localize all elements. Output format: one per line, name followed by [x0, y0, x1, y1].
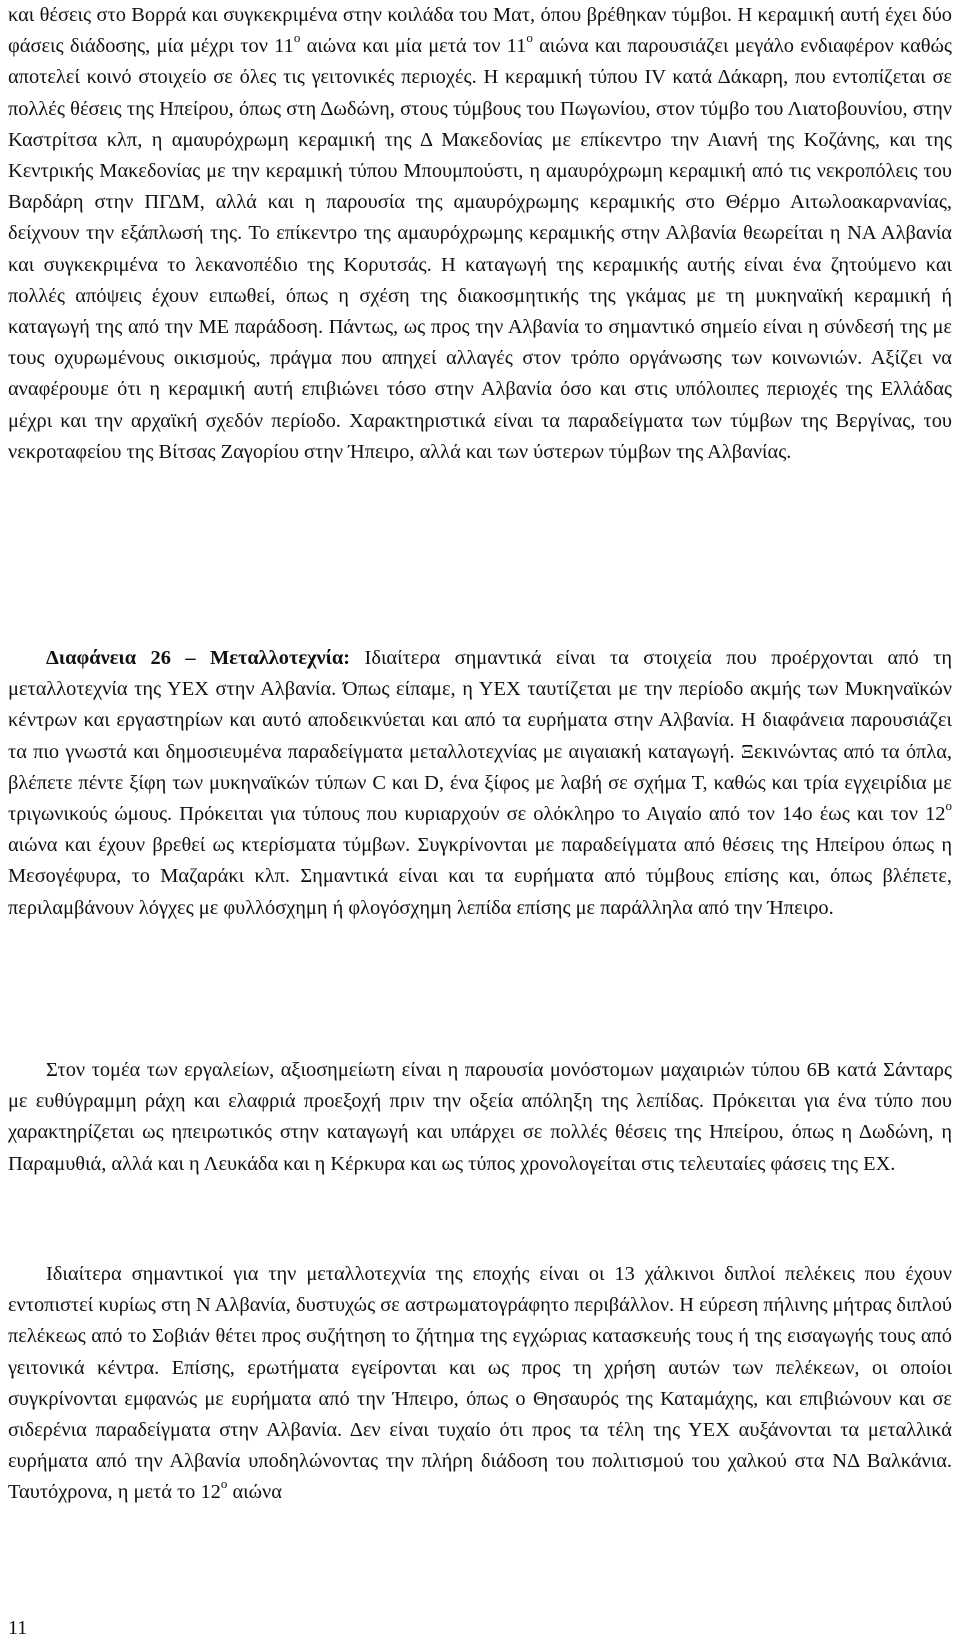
paragraph-double-axes — [8, 1259, 952, 1509]
slide-heading: Διαφάνεια 26 – Μεταλλοτεχνία: — [46, 647, 351, 669]
paragraph-slide-26-metalwork — [8, 643, 952, 924]
superscript-ordinal: ο — [220, 1476, 228, 1492]
paragraph-text: Ιδιαίτερα σημαντικά είναι τα στοιχεία που προέρχονται από τη μεταλλοτεχνία της ΥΕΧ στην Αλβανία. Όπως είπαμε, η ΥΕΧ ταυτίζεται με την περίοδο ακμής των Μυκηναϊκών κέντρων και εργαστηρίων και αυτό αποδεικνύεται και από τα ευρήματα στην Αλβανία. Η διαφάνεια παρουσιάζει τα πιο γνωστά και δημοσιευμένα παραδείγματα μεταλλοτεχνίας με αιγαιακή καταγωγή. Ξεκινώντας από τα όπλα, βλέπετε πέντε ξίφη των μυκηναϊκών τύπων C και D, ένα ξίφος με λαβή σε σχήμα Τ, καθώς και τρία εγχειρίδια με τριγωνικούς ώμους. Πρόκειται για τύπους που κυριαρχούν σε ολόκληρο το Αιγαίο από τον 14ο έως και τον 12 — [8, 647, 952, 826]
paragraph-text: αιώνα και παρουσιάζει μεγάλο ενδιαφέρον καθώς αποτελεί κοινό στοιχείο σε όλες τις γειτονικές περιοχές. Η κεραμική τύπου IV κατά Δάκαρη, που εντοπίζεται σε πολλές θέσεις της Ηπείρου, όπως στη Δωδώνη, στους τύμβους του Πωγωνίου, στον τύμβο του Λιατοβουνίου, στην Καστρίτσα κλπ, η αμαυρόχρωμη κεραμική της Δ Μακεδονίας με επίκεντρο την Αιανή της Κοζάνης, και της Κεντρικής Μακεδονίας με την κεραμική τύπου Μπουμπούστι, η αμαυρόχρωμη κεραμική από τις νεκροπόλεις του Βαρδάρη στην ΠΓΔΜ, αλλά και η παρουσία της αμαυρόχρωμης κεραμικής στο Θέρμο Αιτωλοακαρνανίας, δείχνουν την εξάπλωσή της. Το επίκεντρο της αμαυρόχρωμης κεραμικής στην Αλβανία θεωρείται η ΝΑ Αλβανία και συγκεκριμένα το λεκανοπέδιο της Κορυτσάς. Η καταγωγή της κεραμικής αυτής είναι ένα ζητούμενο και πολλές απόψεις έχουν ειπωθεί, όπως η σχέση της διακοσμητικής της γκάμας με τη μυκηναϊκή κεραμική ή καταγωγή της από την ΜΕ παράδοση. Πάντως, ως προς την Αλβανία το σημαντικό σημείο είναι η σύνδεσή της με τους οχυρωμένους οικισμούς, πράγμα που απηχεί αλλαγές στον τρόπο οργάνωσης των κοινωνιών. Αξίζει να αναφέρουμε ότι η κεραμική αυτή επιβιώνει τόσο στην Αλβανία όσο και στις υπόλοιπες περιοχές της Ελλάδας μέχρι και την αρχαϊκή σχεδόν περίοδο. Χαρακτηριστικά είναι τα παραδείγματα των τύμβων της Βεργίνας, του νεκροταφείου της Βίτσας Ζαγορίου στην Ήπειρο, αλλά και των ύστερων τύμβων της Αλβανίας. — [8, 35, 953, 463]
page-number: 11 — [8, 1617, 28, 1639]
paragraph-text: αιώνα και έχουν βρεθεί ως κτερίσματα τύμβων. Συγκρίνονται με παραδείγματα από θέσεις της Ηπείρου όπως η Μεσογέφυρα, το Μαζαράκι κλπ. Σημαντικά είναι και τα ευρήματα από τύμβους επίσης και, όπως βλέπετε, περιλαμβάνουν λόγχες με φυλλόσχημη ή φλογόσχημη λεπίδα επίσης με παράλληλα από την Ήπειρο. — [8, 834, 952, 919]
superscript-ordinal: ο — [945, 798, 952, 814]
paragraph-text: Στον τομέα των εργαλείων, αξιοσημείωτη είναι η παρουσία μονόστομων μαχαιριών τύπου 6Β κατά Σάνταρς με ευθύγραμμη ράχη και ελαφριά προεξοχή πριν την οξεία απόληξη της λεπίδας. Πρόκειται για ένα τύπο που χαρακτηρίζεται ως ηπειρωτικός στην καταγωγή και υπάρχει σε πολλές θέσεις της Ηπείρου, όπως η Δωδώνη, η Παραμυθιά, αλλά και η Λευκάδα και η Κέρκυρα και ως τύπος χρονολογείται στις τελευταίες φάσεις της ΕΧ. — [8, 1059, 952, 1175]
superscript-ordinal: ο — [293, 30, 301, 46]
paragraph-text: Ιδιαίτερα σημαντικοί για την μεταλλοτεχνία της εποχής είναι οι 13 χάλκινοι διπλοί πελέκεις που έχουν εντοπιστεί κυρίως στη Ν Αλβανία, δυστυχώς σε αστρωματογράφητο περιβάλλον. Η εύρεση πήλινης μήτρας διπλού πελέκεως από το Σοβιάν θέτει προς συζήτηση το ζήτημα της εγχώριας κατασκευής τους ή της εισαγωγής τους από γειτονικά κέντρα. Επίσης, ερωτήματα εγείρονται και ως προς τη χρήση αυτών των πελέκεων, οι οποίοι συγκρίνονται εμφανώς με ευρήματα από την Ήπειρο, όπως ο Θησαυρός της Καταμάχης, και επιβιώνουν και σε σιδερένια παραδείγματα στην Αλβανία. Δεν είναι τυχαίο ότι προς τα τέλη της ΥΕΧ αυξάνονται τα μεταλλικά ευρήματα από την Αλβανία υποδηλώνοντας την πλήρη διάδοση του πολιτισμού του χαλκού στα ΝΔ Βαλκάνια. Ταυτόχρονα, η μετά το 12 — [8, 1263, 952, 1504]
paragraph-text: και θέσεις στο Βορρά και συγκεκριμένα στην κοιλάδα του Ματ, όπου βρέθηκαν τύμβοι. Η κεραμική αυτή έχει δύο φάσεις διάδοσης, μία μέχρι τον 11 — [8, 4, 952, 58]
paragraph-text: αιώνα και μία μετά τον 11 — [300, 35, 527, 58]
superscript-ordinal: ο — [526, 30, 533, 46]
paragraph-pottery-continuation — [8, 0, 952, 468]
paragraph-text: αιώνα — [227, 1481, 282, 1504]
paragraph-tools — [8, 1055, 952, 1180]
